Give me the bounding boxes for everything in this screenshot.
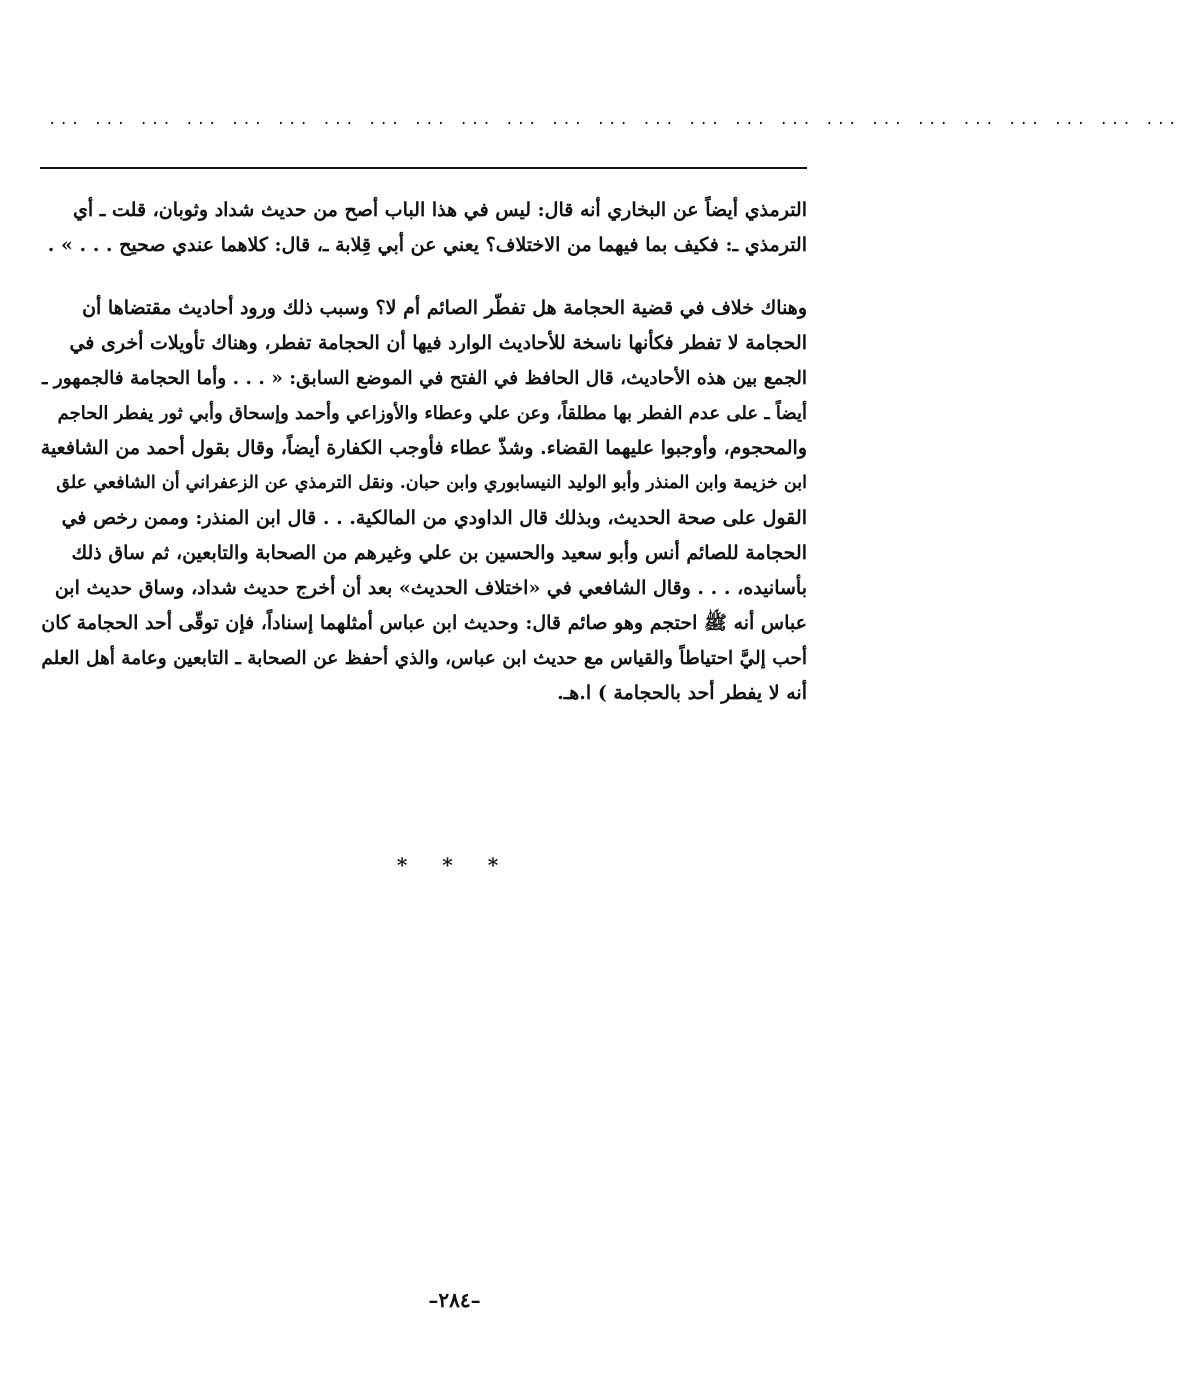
text-line: بأسانيده، . . . وقال الشافعي في «اختلاف الحديث» بعد أن أخرج حديث شداد، وساق حديث ابن — [54, 577, 807, 599]
text-line: الحجامة لا تفطر فكأنها ناسخة للأحاديث الوارد فيها أن الحجامة تفطر، وهناك تأويلات أخرى في — [69, 332, 807, 354]
text-line: أنه لا يفطر أحد بالحجامة ) ا.هـ. — [557, 682, 807, 704]
header-dotted-line: ... ... ... ... ... ... ... ... ... ... ... ... ... ... ... ... ... ... ... ... ... ... ... ... ... — [48, 112, 1179, 128]
text-line: وهناك خلاف في قضية الحجامة هل تفطّر الصائم أم لا؟ وسبب ذلك ورود أحاديث مقتضاها أن — [82, 297, 807, 319]
text-line: الترمذي ـ: فكيف بما فيهما من الاختلاف؟ يعني عن أبي قِلابة ـ، قال: كلاهما عندي صحيح . . . » . — [47, 234, 807, 256]
text-line: الترمذي أيضاً عن البخاري أنه قال: ليس في هذا الباب أصح من حديث شداد وثوبان، قلت ـ أي — [73, 199, 807, 221]
text-line: عباس أنه ﷺ احتجم وهو صائم قال: وحديث ابن عباس أمثلهما إسناداً، فإن توقّى أحد الحجامة كان — [41, 612, 807, 634]
main-paragraph — [40, 291, 807, 711]
text-line: أيضاً ـ على عدم الفطر بها مطلقاً، وعن علي وعطاء والأوزاعي وأحمد وإسحاق وأبي ثور يفطر الحاجم — [57, 403, 807, 424]
footnote-divider — [40, 167, 807, 169]
text-line: الجمع بين هذه الأحاديث، قال الحافظ في الفتح في الموضع السابق: « . . . وأما الحجامة فالجمهور ـ — [41, 368, 807, 389]
text-line: القول على صحة الحديث، وبذلك قال الداودي من المالكية. . . قال ابن المنذر: وممن رخص في — [61, 507, 807, 529]
text-line: الحجامة للصائم أنس وأبو سعيد والحسين بن علي وغيرهم من الصحابة والتابعين، ثم ساق ذلك — [71, 542, 807, 564]
quote-continuation — [40, 193, 807, 263]
text-line: أحب إليَّ احتياطاً والقياس مع حديث ابن عباس، والذي أحفظ عن الصحابة ـ التابعين وعامة أهل العلم — [41, 648, 807, 669]
text-line: والمحجوم، وأوجبوا عليهما القضاء. وشذّ عطاء فأوجب الكفارة أيضاً، وقال بقول أحمد من الشافعية — [40, 437, 807, 459]
text-line: ابن خزيمة وابن المنذر وأبو الوليد النيسابوري وابن حبان. ونقل الترمذي عن الزعفراني أن الشافعي علق — [56, 473, 807, 493]
page-number: –٢٨٤– — [428, 1288, 481, 1312]
section-separator: * * * — [396, 853, 513, 877]
